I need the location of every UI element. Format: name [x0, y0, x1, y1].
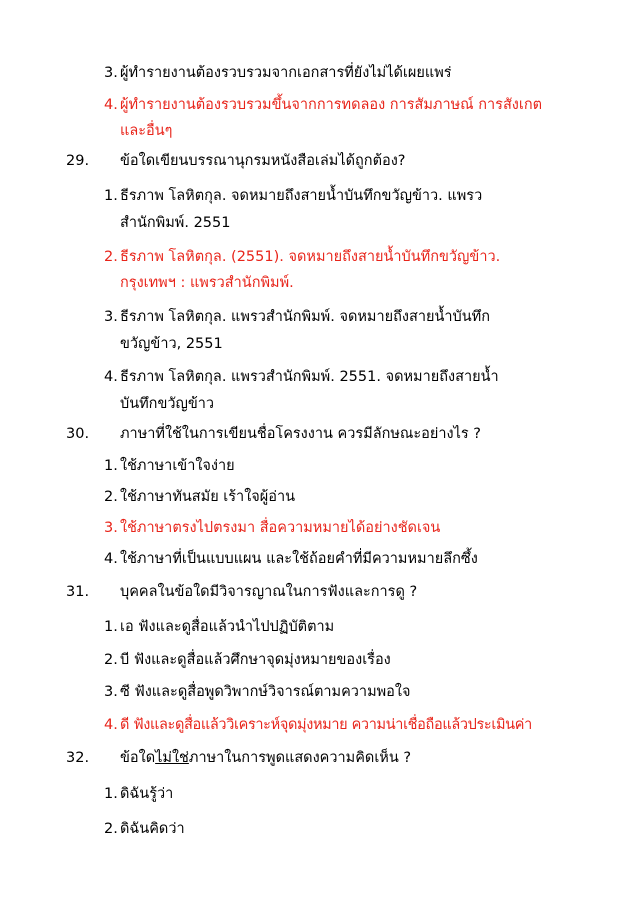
- option-number: 1.: [104, 188, 118, 204]
- option-text: ธีรภาพ โลหิตกุล. แพรวสำนักพิมพ์. 2551. จดหมายถึงสายน้ำ: [120, 369, 499, 385]
- option-number: 2.: [104, 821, 118, 837]
- question-text: [120, 743, 411, 773]
- option-30-2: [0, 482, 638, 512]
- option-text: ธีรภาพ โลหิตกุล. จดหมายถึงสายน้ำบันทึกขวัญข้าว. แพรว: [120, 188, 483, 204]
- option-number: 3.: [104, 684, 118, 700]
- option-number: 4.: [104, 717, 118, 733]
- option-32-2: [0, 814, 638, 844]
- option-30-1: [0, 451, 638, 481]
- question-number: 30.: [66, 426, 90, 442]
- option-text: ดิฉันคิดว่า: [120, 821, 185, 837]
- option-32-1: [0, 779, 638, 809]
- question-31: [0, 577, 638, 607]
- option-30-3-correct: [0, 513, 638, 543]
- option-number: 3.: [104, 520, 118, 536]
- option-number: 2.: [104, 652, 118, 668]
- option-text: ใช้ภาษาเข้าใจง่าย: [120, 458, 235, 474]
- option-text: ธีรภาพ โลหิตกุล. (2551). จดหมายถึงสายน้ำบันทึกขวัญข้าว.: [120, 249, 501, 265]
- option-text: สำนักพิมพ์. 2551: [120, 215, 231, 231]
- question-number: 31.: [66, 584, 90, 600]
- option-number: 3.: [104, 65, 118, 81]
- question-30: [0, 419, 638, 449]
- option-text: ใช้ภาษาตรงไปตรงมา สื่อความหมายได้อย่างชัดเจน: [120, 520, 441, 536]
- option-28-4-continued: [0, 116, 638, 146]
- question-text: บุคคลในข้อใดมีวิจารญาณในการฟังและการดู ?: [120, 584, 418, 600]
- option-text: ใช้ภาษาทันสมัย เร้าใจผู้อ่าน: [120, 489, 296, 505]
- option-31-2: [0, 645, 638, 675]
- question-text-underlined: ไม่ใช่: [155, 750, 189, 766]
- option-text: กรุงเทพฯ : แพรวสำนักพิมพ์.: [120, 275, 294, 291]
- question-32: [0, 743, 638, 773]
- option-number: 2.: [104, 249, 118, 265]
- option-text: ดี ฟังและดูสื่อแล้ววิเคราะห์จุดมุ่งหมาย ความน่าเชื่อถือแล้วประเมินค่า: [120, 717, 532, 733]
- option-text: ผู้ทำรายงานต้องรวบรวมขึ้นจากการทดลอง การสัมภาษณ์ การสังเกต: [120, 97, 543, 113]
- option-text: ขวัญข้าว, 2551: [120, 336, 223, 352]
- option-number: 4.: [104, 551, 118, 567]
- option-31-1: [0, 612, 638, 642]
- question-29: [0, 146, 638, 176]
- option-text: ใช้ภาษาที่เป็นแบบแผน และใช้ถ้อยคำที่มีความหมายลึกซึ้ง: [120, 551, 478, 567]
- option-text: เอ ฟังและดูสื่อแล้วนำไปปฏิบัติตาม: [120, 619, 335, 635]
- option-29-3: [0, 302, 638, 332]
- option-29-3-continued: [0, 329, 638, 359]
- question-number: 29.: [66, 153, 90, 169]
- option-text: ซี ฟังและดูสื่อพูดวิพากษ์วิจารณ์ตามความพอใจ: [120, 684, 411, 700]
- option-number: 1.: [104, 619, 118, 635]
- option-29-4: [0, 362, 638, 392]
- option-text: ธีรภาพ โลหิตกุล. แพรวสำนักพิมพ์. จดหมายถึงสายน้ำบันทึก: [120, 309, 490, 325]
- question-text: ข้อใดเขียนบรรณานุกรมหนังสือเล่มได้ถูกต้อง?: [120, 153, 406, 169]
- question-text: ภาษาที่ใช้ในการเขียนชื่อโครงงาน ควรมีลักษณะอย่างไร ?: [120, 426, 481, 442]
- question-number: 32.: [66, 750, 90, 766]
- option-text: บี ฟังและดูสื่อแล้วศึกษาจุดมุ่งหมายของเรื่อง: [120, 652, 391, 668]
- option-29-2-continued: [0, 268, 638, 298]
- option-text: บันทึกขวัญข้าว: [120, 396, 215, 412]
- option-text: ผู้ทำรายงานต้องรวบรวมจากเอกสารที่ยังไม่ได้เผยแพร่: [120, 65, 452, 81]
- option-29-1: [0, 181, 638, 211]
- option-31-4-correct: [0, 710, 638, 740]
- option-29-4-continued: [0, 389, 638, 419]
- option-text: และอื่นๆ: [120, 123, 173, 139]
- question-text-post: ภาษาในการพูดแสดงความคิดเห็น ?: [188, 750, 412, 766]
- option-number: 4.: [104, 97, 118, 113]
- option-number: 1.: [104, 458, 118, 474]
- question-text-pre: ข้อใด: [120, 750, 156, 766]
- option-30-4: [0, 544, 638, 574]
- option-number: 3.: [104, 309, 118, 325]
- option-number: 1.: [104, 786, 118, 802]
- option-text: ดิฉันรู้ว่า: [120, 786, 174, 802]
- option-31-3: [0, 677, 638, 707]
- option-28-3: [0, 58, 638, 88]
- option-29-1-continued: [0, 208, 638, 238]
- option-number: 4.: [104, 369, 118, 385]
- option-number: 2.: [104, 489, 118, 505]
